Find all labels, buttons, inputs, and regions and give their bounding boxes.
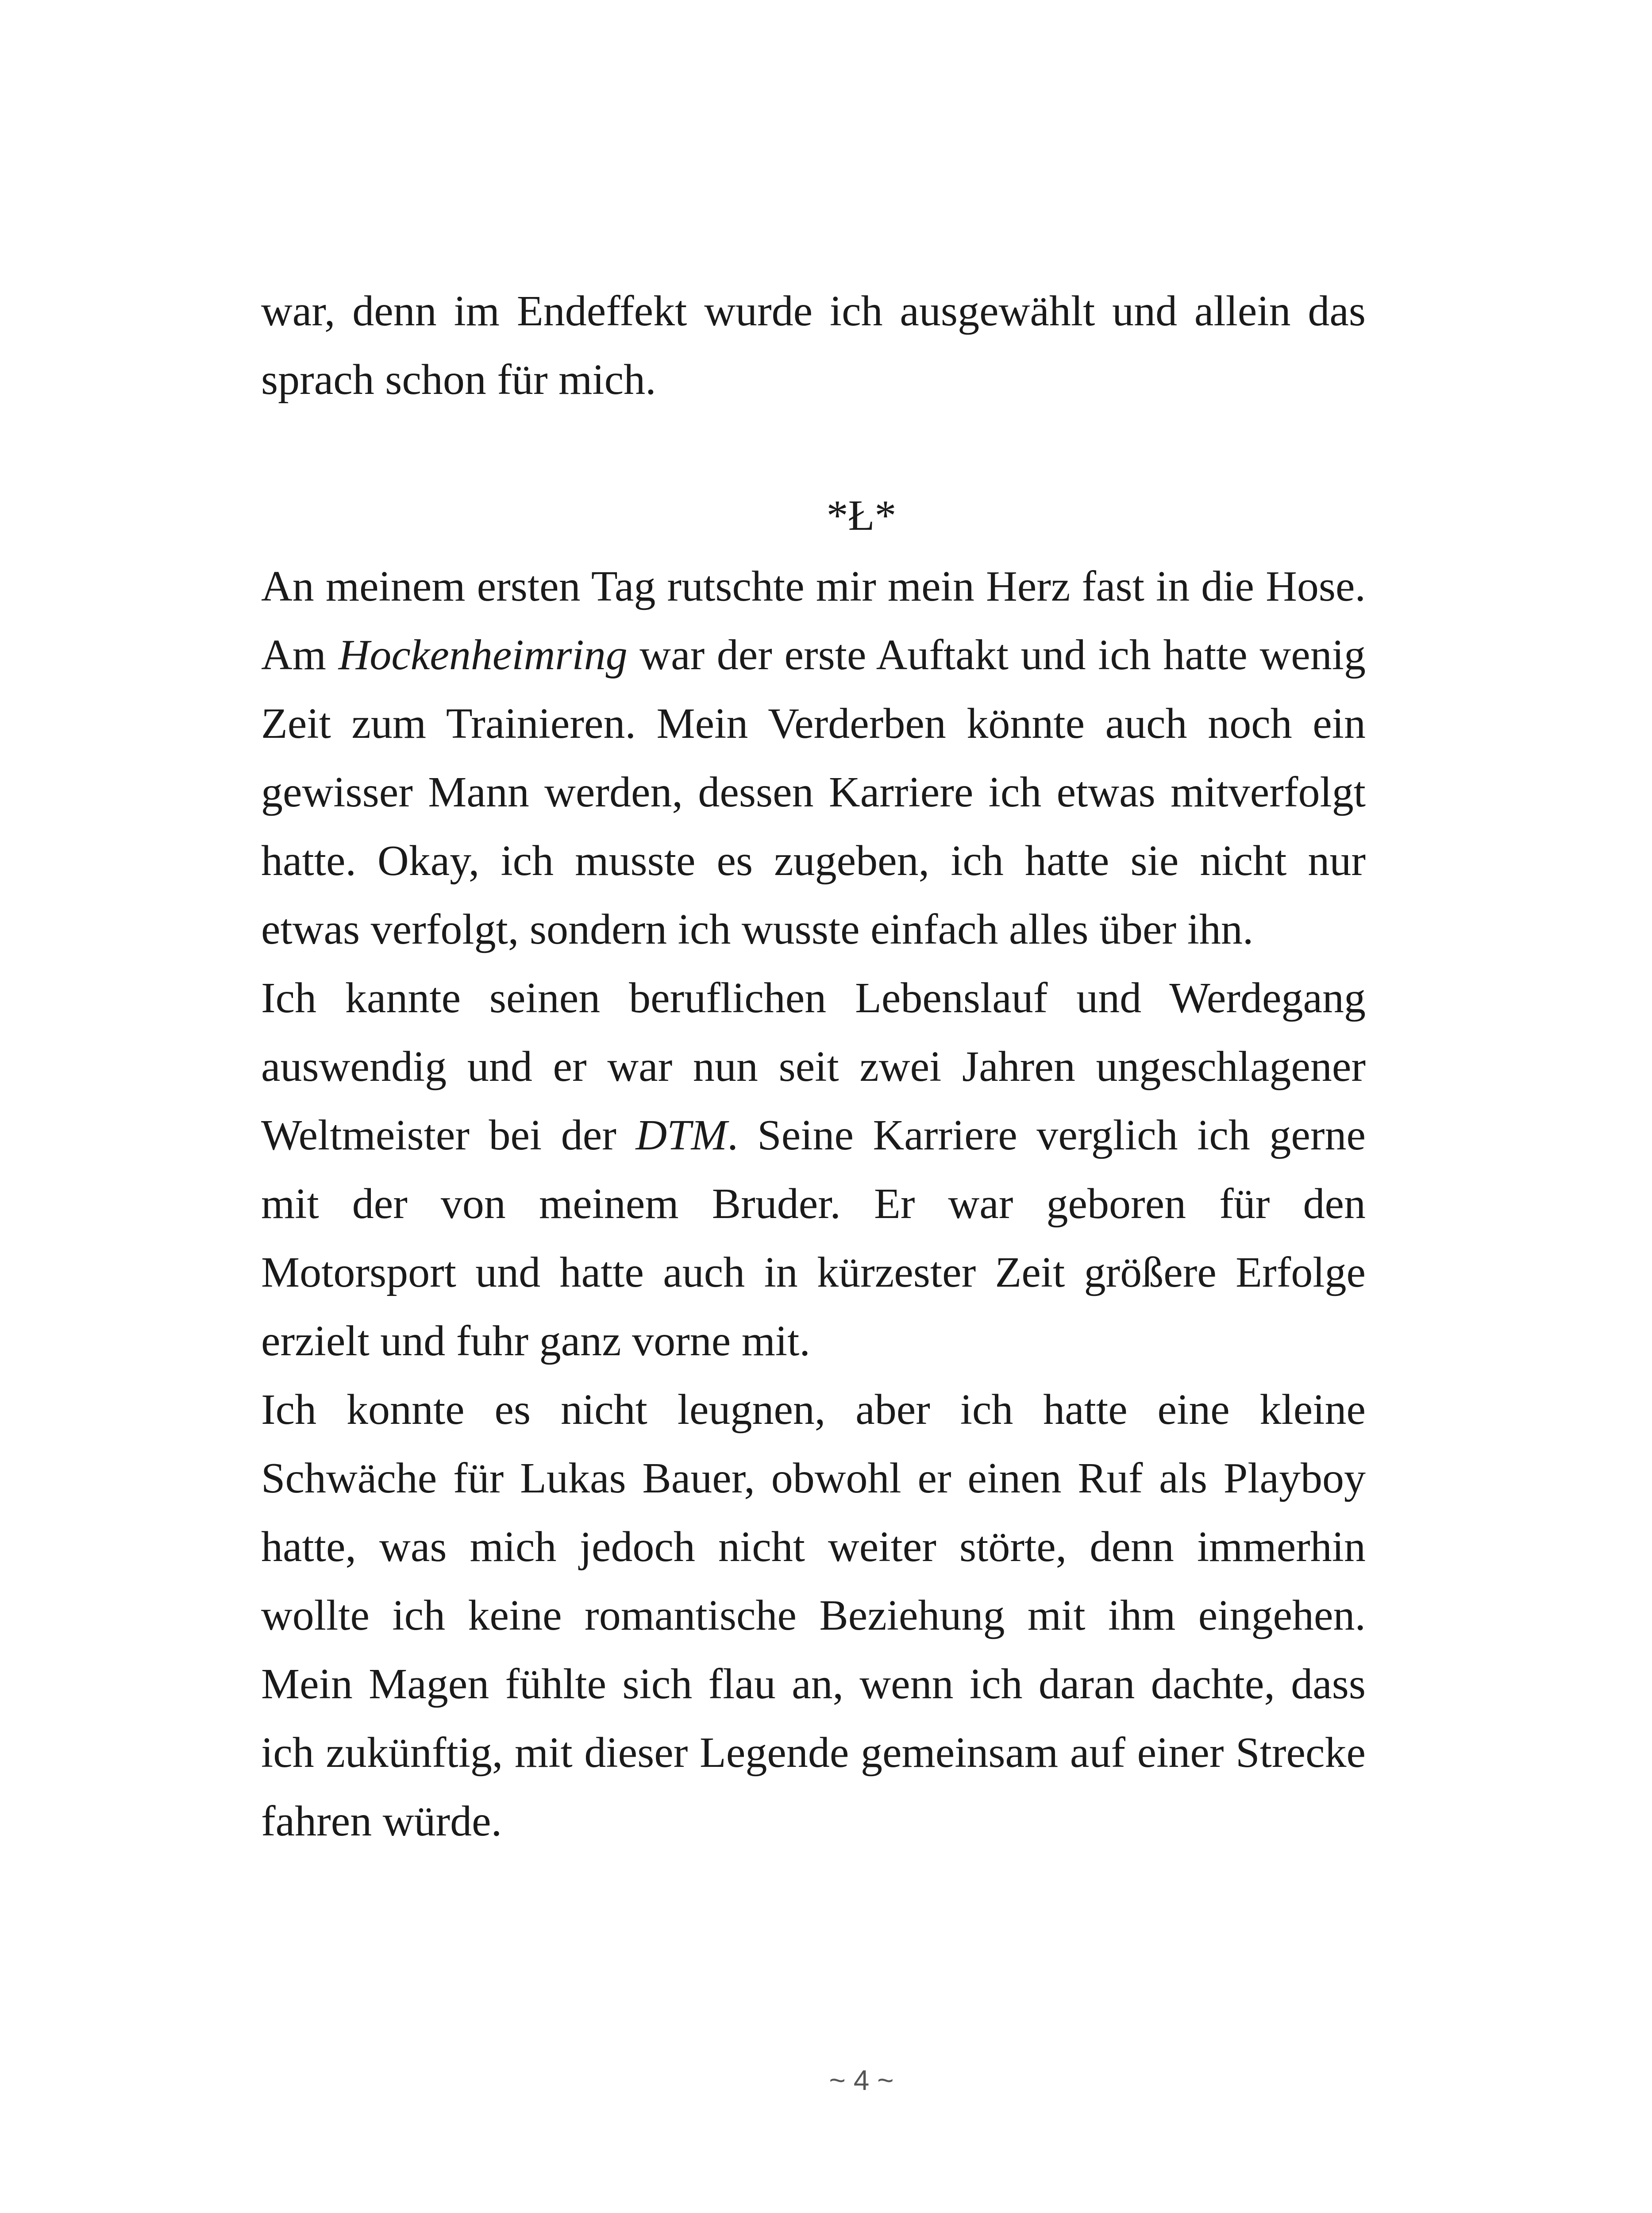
separator-symbol: *Ł* (826, 492, 897, 540)
paragraph-2 (261, 964, 1366, 1376)
paragraph-2-part-1: Ich kannte seinen beruflichen Lebenslauf und Werdegang auswendig und er war nun seit zwei Jahren ungeschlagener Weltmeister bei der (261, 974, 1366, 1159)
paragraph-1-part-2: war der erste Auftakt und ich hatte wenig Zeit zum Trainieren. Mein Verderben könnte auch noch ein gewisser Mann werden, dessen Karriere ich etwas mitverfolgt hatte. Okay, ich musste es zugeben, ich hatte sie nicht nur etwas verfolgt, sondern ich wusste einfach alles über ihn. (261, 631, 1366, 953)
scene-separator (0, 485, 1652, 547)
paragraph-continuation-text: war, denn im Endeffekt wurde ich ausgewählt und allein das sprach schon für mich. (261, 287, 1366, 404)
main-text (261, 552, 1366, 1856)
paragraph-3: Ich konnte es nicht leugnen, aber ich hatte eine kleine Schwäche für Lukas Bauer, obwohl er einen Ruf als Playboy hatte, was mich jedoch nicht weiter störte, denn immerhin wollte ich keine romantische Beziehung mit ihm eingehen. Mein Magen fühlte sich flau an, wenn ich daran dachte, dass ich zukünftig, mit dieser Legende gemeinsam auf einer Strecke fahren würde. (261, 1386, 1366, 1845)
paragraph-1-italic-hockenheimring: Hockenheimring (338, 631, 628, 679)
paragraph-1-part-1: An meinem ersten Tag rutschte mir mein Herz fast in die Hose. Am (261, 563, 1366, 679)
paragraph-2-part-2: . Seine Karriere verglich ich gerne mit der von meinem Bruder. Er war geboren für den Motorsport und hatte auch in kürzester Zeit größere Erfolge erzielt und fuhr ganz vorne mit. (261, 1111, 1366, 1365)
paragraph-1 (261, 552, 1366, 964)
continuation-paragraph (261, 277, 1366, 414)
page-number (0, 2063, 1652, 2098)
paragraph-2-italic-dtm: DTM (635, 1111, 728, 1159)
page-number-text: ~ 4 ~ (829, 2064, 894, 2096)
